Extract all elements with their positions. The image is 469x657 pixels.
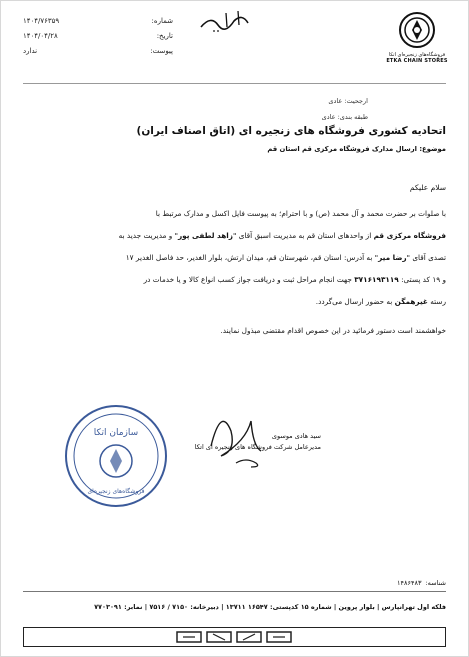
besmele-calligraphy — [196, 7, 256, 35]
serial-label: شناسه: — [425, 579, 446, 587]
number-row — [23, 13, 173, 28]
former-manager-name: زاهد لطفی پور — [177, 231, 234, 240]
greeting: سلام علیکم — [409, 183, 446, 192]
attachment-value: ندارد — [23, 46, 38, 55]
store-name: فروشگاه مرکزی قم — [373, 231, 446, 240]
date-label: تاریخ: — [156, 31, 173, 40]
body-line-4: و ۱۹ کد پستی: ۳۷۱۶۱۹۳۱۱۹ جهت انجام مراحل ثبت و دریافت جواز کسب انواع کالا و یا خدمات در — [143, 275, 446, 284]
attachment-label: پیوست: — [150, 46, 173, 55]
postal-code: ۳۷۱۶۱۹۳۱۱۹ — [354, 275, 399, 284]
stamp-ring-text: فروشگاه‌های زنجیره‌ای — [87, 488, 145, 495]
date-row — [23, 28, 173, 43]
letter-subject: موضوع: ارسال مدارک فروشگاه مرکزی قم استان قم — [267, 145, 446, 153]
stamp-top-text: سازمان اتکا — [93, 428, 139, 438]
etka-emblem-icon — [398, 11, 436, 49]
category-name: غیرهمگن — [394, 297, 428, 306]
org-logo — [382, 11, 452, 64]
header-divider — [23, 83, 446, 84]
letter-body — [23, 203, 446, 313]
attachment-row — [23, 43, 173, 58]
serial-value: ۱۴۸۶۴۸۳ — [397, 579, 422, 587]
recipient-title: اتحادیه کشوری فروشگاه های زنجیره ای (اتاق اصناف ایران) — [136, 125, 446, 137]
priority-text: ارجحیت: عادی — [328, 97, 368, 105]
org-name-en: ETKA CHAIN STORES — [386, 58, 448, 64]
signature-block — [121, 401, 321, 521]
body-line-3: تصدی آقای "رضا میر" به آدرس: استان قم، شهرستان قم، میدان ارتش، بلوار الغدیر، حد فاصل الغدیر ۱۷ — [125, 253, 446, 262]
footer-address: فلکه اول تهرانپارس | بلوار پروین | شماره ۱۵ کدپستی: ۱۶۵۴۷ ۱۳۷۱۱ | دبیرخانه: ۷۱۵۰ / ۷۵۱۶ | نمابر: ۷۷۰۳۰۹۱ — [94, 603, 446, 611]
new-manager-name: رضا میر — [378, 253, 407, 262]
body-line-2: فروشگاه مرکزی قم از واحدهای استان قم به مدیریت اسبق آقای "زاهد لطفی پور" و مدیریت جدید به — [118, 231, 446, 240]
etka-footer-logo-icon — [175, 630, 295, 644]
closing-line: خواهشمند است دستور فرمائید در این خصوص اقدام مقتضی مبذول نمایند. — [220, 326, 446, 335]
number-label: شماره: — [151, 16, 173, 25]
signer-name: سید هادی موسوی — [271, 432, 321, 440]
org-name-fa: فروشگاه‌های زنجیره‌ای اتکا — [388, 52, 446, 58]
footer-divider — [23, 591, 446, 592]
number-value: ۱۴۰۴/۷۶۳۵۹ — [23, 16, 60, 25]
body-line-1: با صلوات بر حضرت محمد و آل محمد (ص) و با احترام؛ به پیوست فایل اکسل و مدارک مرتبط با — [155, 209, 446, 218]
letter-meta — [23, 13, 173, 58]
signer-position: مدیرعامل شرکت فروشگاه های زنجیره ای اتکا — [194, 443, 321, 451]
body-line-5: رسته غیرهمگن به حضور ارسال می‌گردد. — [315, 297, 446, 306]
date-value: ۱۴۰۴/۰۴/۲۸ — [23, 31, 58, 40]
document-serial — [397, 579, 446, 587]
letter-attributes — [322, 93, 368, 125]
signer-info — [195, 431, 321, 453]
classification-text: طبقه بندی: عادی — [321, 113, 368, 121]
footer-emblem-bar — [23, 627, 446, 647]
